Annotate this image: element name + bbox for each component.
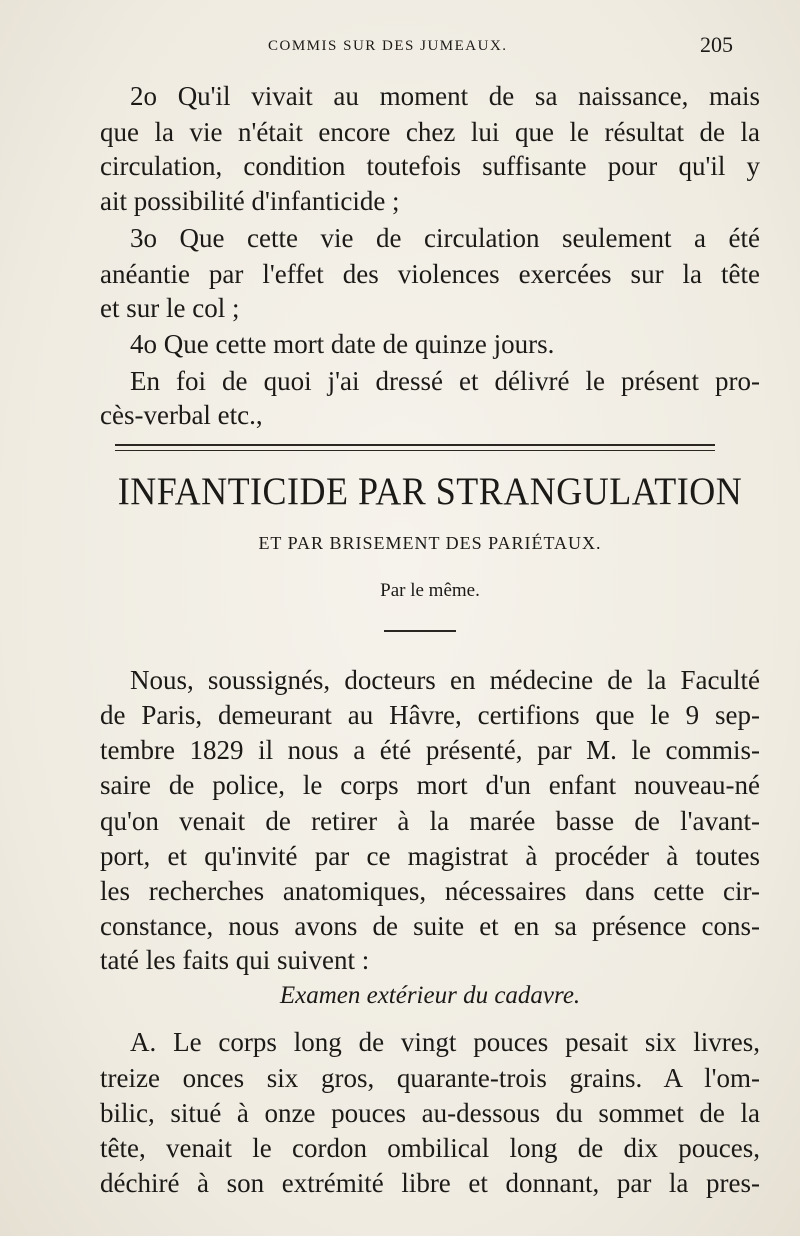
text-line: anéantie par l'effet des violences exercées sur la tête [100,259,760,289]
text-line: de Paris, demeurant au Hâvre, certifions que le 9 sep- [100,700,760,730]
text-line: circulation, condition toutefois suffisante pour qu'il y [100,151,760,181]
text-line: que la vie n'était encore chez lui que le résultat de la [100,117,760,147]
text-line: port, et qu'invité par ce magistrat à procéder à toutes [100,841,760,871]
text-line: cès-verbal etc., [100,400,263,430]
section-heading: Examen extérieur du cadavre. [279,982,581,1009]
text-line: saire de police, le corps mort d'un enfant nouveau-né [100,770,760,800]
text-line: tête, venait le cordon ombilical long de dix pouces, [100,1133,760,1163]
text-line: déchiré à son extrémité libre et donnant, par la pres- [100,1168,760,1198]
short-divider [384,630,456,632]
text-line: En foi de quoi j'ai dressé et délivré le présent pro- [130,366,760,396]
text-line: A. Le corps long de vingt pouces pesait six livres, [130,1027,760,1057]
text-line: 2o Qu'il vivait au moment de sa naissance, mais [130,81,760,111]
text-line: Nous, soussignés, docteurs en médecine de la Faculté [130,665,760,695]
divider [115,450,715,451]
divider [115,444,715,446]
text-line: qu'on venait de retirer à la marée basse de l'avant- [100,806,760,836]
page-number: 205 [700,32,733,57]
text-line: et sur le col ; [100,293,240,323]
text-line: 3o Que cette vie de circulation seulement a été [130,223,760,253]
text-line: taté les faits qui suivent : [100,945,370,975]
text-line: 4o Que cette mort date de quinze jours. [130,329,555,359]
text-line: les recherches anatomiques, nécessaires dans cette cir- [100,876,760,906]
running-head: COMMIS SUR DES JUMEAUX. [268,38,508,54]
attribution: Par le même. [380,580,480,601]
text-line: bilic, situé à onze pouces au-dessous du sommet de la [100,1098,760,1128]
text-line: tembre 1829 il nous a été présenté, par M. le commis- [100,735,760,765]
text-line: constance, nous avons de suite et en sa présence cons- [100,911,760,941]
article-subtitle: ET PAR BRISEMENT DES PARIÉTAUX. [258,533,602,553]
text-line: treize onces six gros, quarante-trois grains. A l'om- [100,1063,760,1093]
text-line: ait possibilité d'infanticide ; [100,186,400,216]
article-title: INFANTICIDE PAR STRANGULATION [117,469,743,513]
